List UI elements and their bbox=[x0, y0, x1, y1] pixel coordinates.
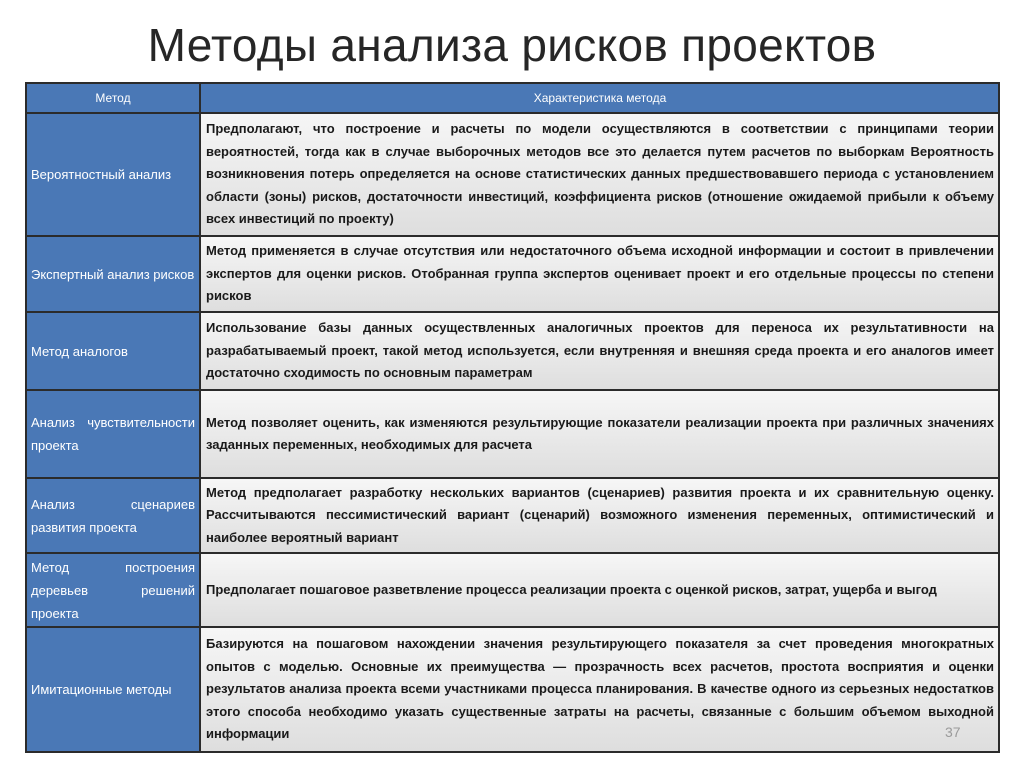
table-row bbox=[27, 628, 998, 751]
method-cell: Анализ сценариев развития проекта bbox=[27, 479, 199, 552]
slide-title: Методы анализа рисков проектов bbox=[147, 19, 877, 71]
description-cell: Использование базы данных осуществленных аналогичных проектов для переноса их результативности на разрабатываемый проект, такой метод используется, если внутренняя и внешняя среда проекта и его аналогов имеет достаточно сходимость по основным параметрам bbox=[201, 313, 998, 389]
methods-table bbox=[25, 82, 1000, 753]
description-cell: Предполагают, что построение и расчеты по модели осуществляются в соответствии с принципами теории вероятностей, тогда как в случае выборочных методов все это делается путем расчетов по выборкам Вероятность возникновения потерь определяется на основе статистических данных предшествовавшего периода с установлением области (зоны) рисков, достаточности инвестиций, коэффициента рисков (отношение ожидаемой прибыли к объему всех инвестиций по проекту) bbox=[201, 114, 998, 235]
method-cell: Анализ чувствительности проекта bbox=[27, 391, 199, 477]
table-row bbox=[27, 554, 998, 626]
table-header-row bbox=[27, 84, 998, 112]
description-cell: Предполагает пошаговое разветвление процесса реализации проекта с оценкой рисков, затрат, ущерба и выгод bbox=[201, 554, 998, 626]
header-method: Метод bbox=[27, 84, 199, 112]
description-cell: Метод предполагает разработку нескольких вариантов (сценариев) развития проекта и их сравнительную оценку. Рассчитываются пессимистический вариант (сценарий) возможного изменения переменных, оптимистический и наиболее вероятный вариант bbox=[201, 479, 998, 552]
method-cell: Вероятностный анализ bbox=[27, 114, 199, 235]
method-cell: Экспертный анализ рисков bbox=[27, 237, 199, 311]
table-row bbox=[27, 391, 998, 477]
header-description: Характеристика метода bbox=[201, 84, 998, 112]
description-cell: Базируются на пошаговом нахождении значения результирующего показателя за счет проведения многократных опытов с моделью. Основные их преимущества — прозрачность всех расчетов, простота восприятия и оценки результатов анализа проекта всеми участниками процесса планирования. В качестве одного из серьезных недостатков этого способа необходимо указать существенные затраты на расчеты, связанные с большим объемом выходной информации bbox=[201, 628, 998, 751]
method-cell: Метод построения деревьев решений проекта bbox=[27, 554, 199, 626]
page-number: 37 bbox=[945, 724, 961, 740]
table-row bbox=[27, 479, 998, 552]
table-row bbox=[27, 114, 998, 235]
description-cell: Метод применяется в случае отсутствия или недостаточного объема исходной информации и состоит в привлечении экспертов для оценки рисков. Отобранная группа экспертов оценивает проект и его отдельные процессы по степени рисков bbox=[201, 237, 998, 311]
method-cell: Метод аналогов bbox=[27, 313, 199, 389]
table-row bbox=[27, 237, 998, 311]
description-cell: Метод позволяет оценить, как изменяются результирующие показатели реализации проекта при различных значениях заданных переменных, необходимых для расчета bbox=[201, 391, 998, 477]
table-row bbox=[27, 313, 998, 389]
method-cell: Имитационные методы bbox=[27, 628, 199, 751]
